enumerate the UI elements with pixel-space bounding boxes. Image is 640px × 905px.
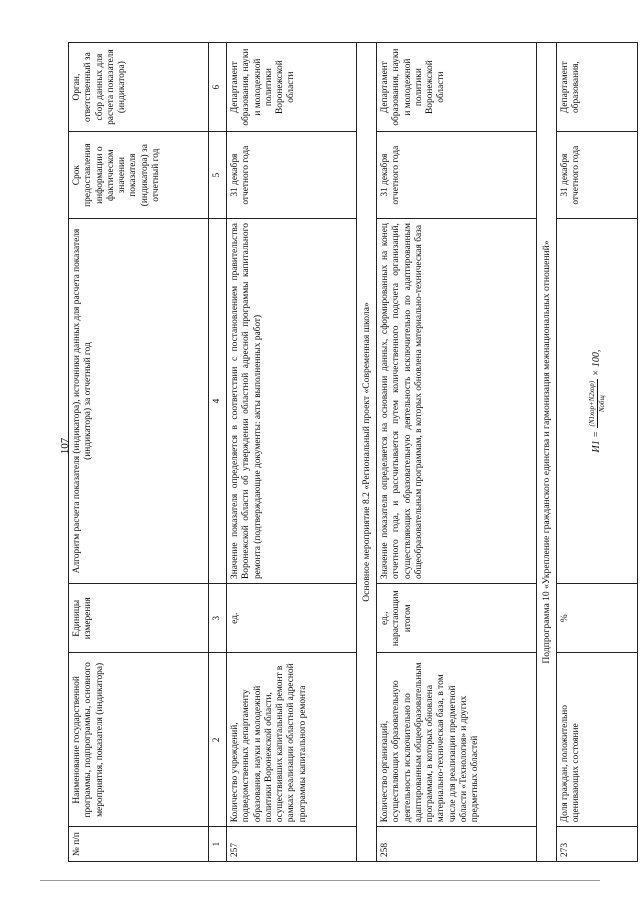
col-number: 1 — [209, 827, 227, 862]
row-unit: ед., нарастающим итогом — [377, 584, 537, 654]
row-unit: ед. — [227, 584, 357, 654]
col-number: 4 — [209, 219, 227, 584]
footer-divider — [40, 880, 600, 881]
header-num: № п/п — [69, 827, 209, 862]
row-organ: Департамент образования, — [557, 43, 638, 132]
col-number: 6 — [209, 43, 227, 132]
header-deadline: Срок предоставления информации о фактическом значении показателя (индикатора) за отчетный год — [69, 132, 209, 219]
row-organ: Департамент образования, науки и молодежной политики Воронежской области — [377, 43, 537, 132]
table-row — [557, 43, 638, 862]
formula-denominator: Nобщ — [597, 395, 606, 413]
header-name: Наименование государственной программы, подпрограммы, основного мероприятия, показателя (индикатора) — [69, 653, 209, 827]
row-formula — [557, 219, 638, 584]
row-name: Количество организаций, осуществляющих образовательную деятельность исключительно по адаптированным общеобразовательным программам, в которых обновлена материально-техническая база, в том числе для реализации предметной области «Технология» и других предметных областей — [377, 653, 537, 827]
row-deadline: 31 декабря отчетного года — [557, 132, 638, 219]
row-unit: % — [557, 584, 638, 654]
formula-fraction — [588, 379, 606, 429]
row-num: 257 — [227, 827, 357, 862]
col-number: 5 — [209, 132, 227, 219]
section-row — [357, 43, 377, 862]
row-algorithm: Значение показателя определяется на основании данных, сформированных на конец отчетного года, и рассчитывается путем количественного подсчета организаций, осуществляющих образовательную деятельность исключительно по адаптированным общеобразовательным программам, в которых обновлена материально-техническая база — [377, 219, 537, 584]
formula-numerator: (N1хор+N2хор) — [588, 380, 597, 427]
row-organ: Департамент образования, науки и молодежной политики Воронежской области — [227, 43, 357, 132]
section-title: Подпрограмма 10 «Укрепление гражданского единства и гармонизация межнациональных отношений» — [537, 43, 557, 862]
row-deadline: 31 декабря отчетного года — [377, 132, 537, 219]
section-title: Основное мероприятие 8.2 «Региональный проект «Современная школа» — [357, 43, 377, 862]
section-row — [537, 43, 557, 862]
row-name: Доля граждан, положительно оценивающих состояние — [557, 653, 638, 827]
row-deadline: 31 декабря отчетного года — [227, 132, 357, 219]
formula-rhs: × 100, — [591, 349, 603, 377]
header-algorithm: Алгоритм расчета показателя (индикатора), источники данных для расчета показателя (индикатора) за отчетный год — [69, 219, 209, 584]
indicators-table — [68, 42, 638, 862]
header-organ: Орган, ответственный за сбор данных для расчета показателя (индикатора) — [69, 43, 209, 132]
header-unit: Единицы измерения — [69, 584, 209, 654]
table-header-row — [69, 43, 209, 862]
col-number: 3 — [209, 584, 227, 654]
row-name: Количество учреждений, подведомственных департаменту образования, науки и молодежной политики Воронежской области, осуществивших капитальный ремонт в рамках реализации областной адресной программы капитального ремонта — [227, 653, 357, 827]
rotated-table-container — [68, 42, 638, 862]
table-row — [227, 43, 357, 862]
row-num: 258 — [377, 827, 537, 862]
page-number: 107 — [59, 437, 71, 455]
formula-lhs: И1 = — [591, 430, 603, 453]
table-row — [377, 43, 537, 862]
column-numbers-row — [209, 43, 227, 862]
col-number: 2 — [209, 653, 227, 827]
row-num: 273 — [557, 827, 638, 862]
row-algorithm: Значение показателя определяется в соответствии с постановлением правительства Воронежской области об утверждении областной адресной программы капитального ремонта (подтверждающие документы: акты выполненных работ) — [227, 219, 357, 584]
